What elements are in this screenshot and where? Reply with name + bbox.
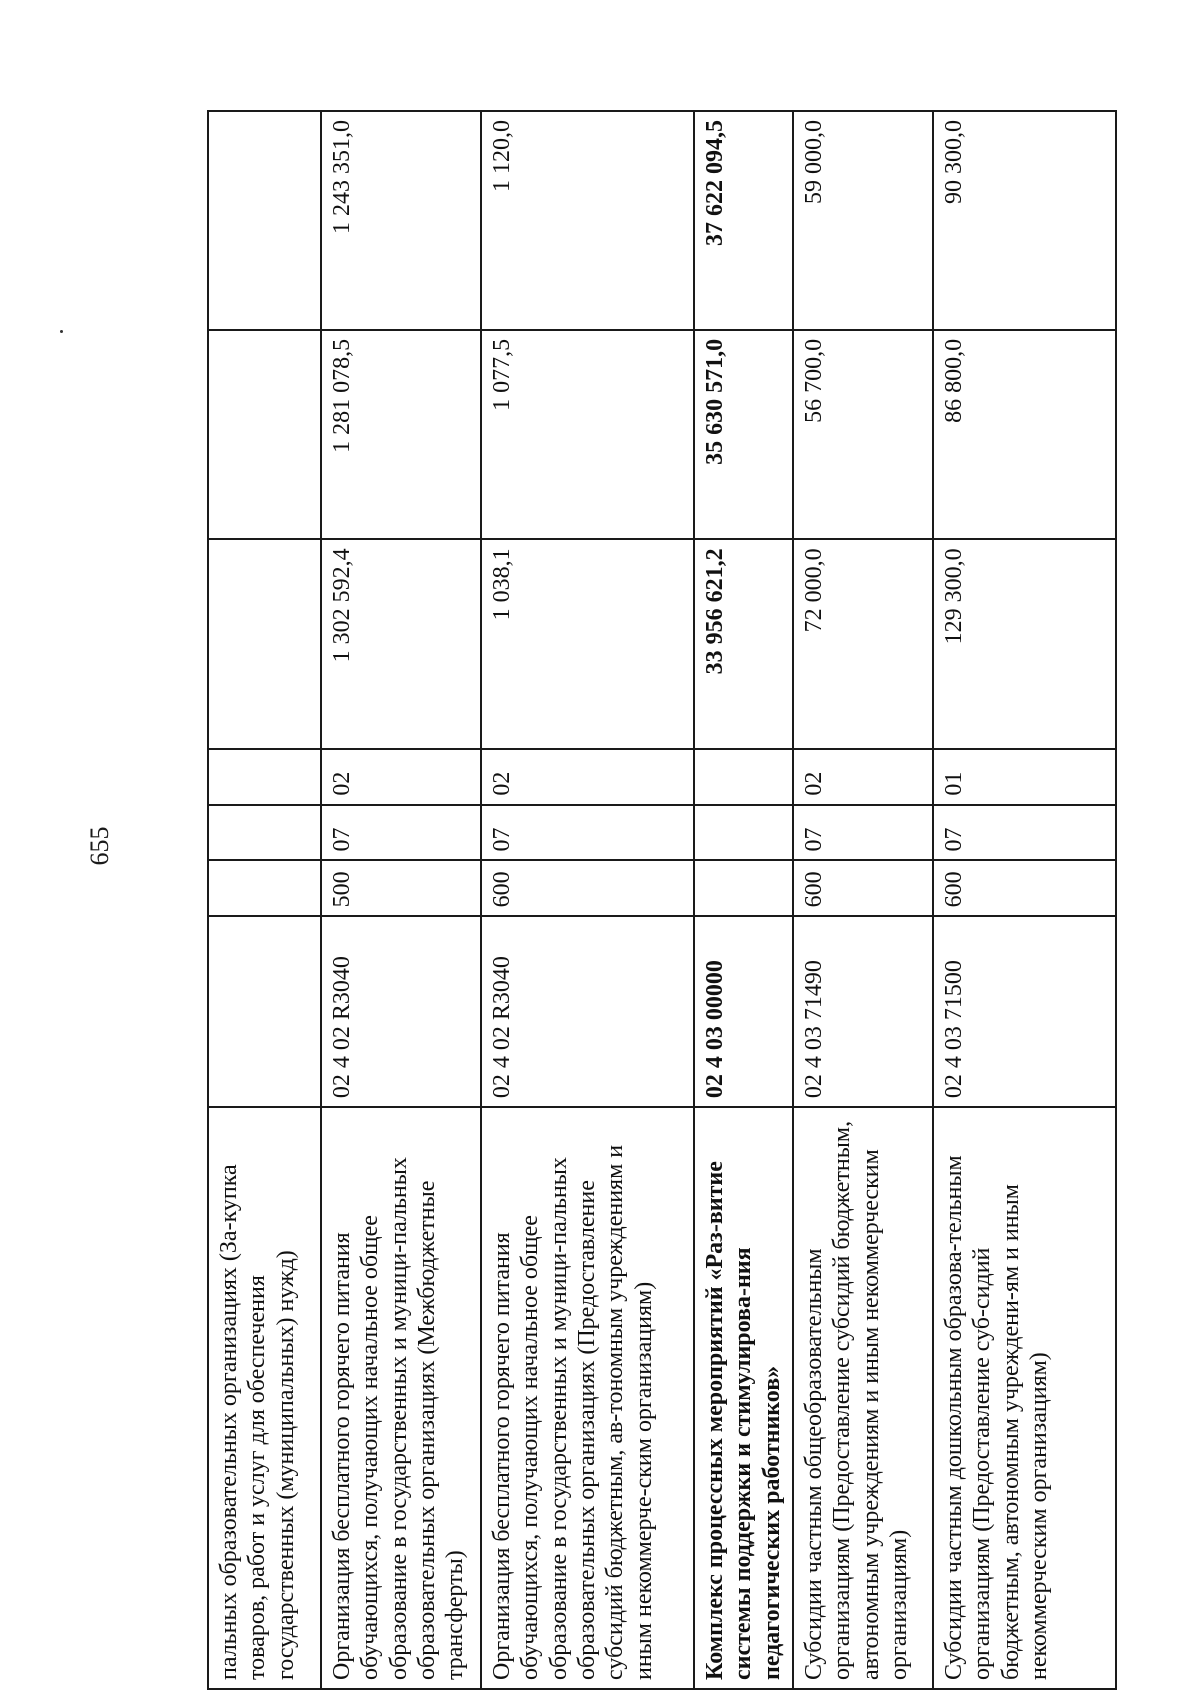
amount-year-3: 90 300,0: [933, 111, 1116, 330]
expense-type-code: [208, 860, 321, 916]
amount-year-3: 37 622 094,5: [694, 111, 793, 330]
page-number: 655: [85, 826, 114, 866]
target-article-code: 02 4 02 R3040: [481, 916, 694, 1107]
amount-year-3: 1 120,0: [481, 111, 694, 330]
section-code: 07: [793, 805, 933, 861]
row-description: Организация бесплатного горячего питания обучающихся, получающих начальное общее образование в государственных и муници-пальных образовательных организациях (Межбюджетные трансферты): [321, 1107, 481, 1689]
section-code: 07: [481, 805, 694, 861]
amount-year-1: [208, 539, 321, 748]
scan-speck: [60, 330, 63, 333]
subsection-code: 02: [793, 749, 933, 805]
section-code: 07: [321, 805, 481, 861]
subsection-code: 01: [933, 749, 1116, 805]
table-row: [321, 111, 481, 1689]
budget-table-rotated: [207, 110, 1109, 1690]
expense-type-code: 600: [793, 860, 933, 916]
expense-type-code: 500: [321, 860, 481, 916]
section-code: [208, 805, 321, 861]
subsection-code: 02: [321, 749, 481, 805]
row-description: Субсидии частным общеобразовательным организациям (Предоставление субсидий бюджетным, автономным учреждениям и иным некоммерческим организациям): [793, 1107, 933, 1689]
expense-type-code: 600: [481, 860, 694, 916]
amount-year-2: 86 800,0: [933, 330, 1116, 539]
row-description: Субсидии частным дошкольным образова-тельным организациям (Предоставление суб-сидий бюджетным, автономным учреждени-ям и иным некоммерческим организациям): [933, 1107, 1116, 1689]
amount-year-1: 1 302 592,4: [321, 539, 481, 748]
row-description: Организация бесплатного горячего питания обучающихся, получающих начальное общее образование в государственных и муници-пальных образовательных организациях (Предоставление субсидий бюджетным, ав-тономным учреждениям и иным некоммерче-ским организациям): [481, 1107, 694, 1689]
expense-type-code: [694, 860, 793, 916]
amount-year-2: 56 700,0: [793, 330, 933, 539]
row-description: Комплекс процессных мероприятий «Раз-витие системы поддержки и стимулирова-ния педагогических работников»: [694, 1107, 793, 1689]
amount-year-3: [208, 111, 321, 330]
subsection-code: [208, 749, 321, 805]
expense-type-code: 600: [933, 860, 1116, 916]
amount-year-3: 59 000,0: [793, 111, 933, 330]
amount-year-2: [208, 330, 321, 539]
target-article-code: [208, 916, 321, 1107]
subsection-code: [694, 749, 793, 805]
amount-year-1: 129 300,0: [933, 539, 1116, 748]
row-description: пальных образовательных организациях (За-купка товаров, работ и услуг для обеспечения государственных (муниципальных) нужд): [208, 1107, 321, 1689]
target-article-code: 02 4 03 71490: [793, 916, 933, 1107]
amount-year-2: 1 077,5: [481, 330, 694, 539]
table-row: [793, 111, 933, 1689]
table-row: [208, 111, 321, 1689]
budget-table: [207, 110, 1117, 1690]
amount-year-2: 1 281 078,5: [321, 330, 481, 539]
target-article-code: 02 4 03 00000: [694, 916, 793, 1107]
table-row: [933, 111, 1116, 1689]
amount-year-1: 33 956 621,2: [694, 539, 793, 748]
amount-year-1: 1 038,1: [481, 539, 694, 748]
target-article-code: 02 4 03 71500: [933, 916, 1116, 1107]
amount-year-2: 35 630 571,0: [694, 330, 793, 539]
table-row: [694, 111, 793, 1689]
target-article-code: 02 4 02 R3040: [321, 916, 481, 1107]
table-row: [481, 111, 694, 1689]
section-code: 07: [933, 805, 1116, 861]
subsection-code: 02: [481, 749, 694, 805]
amount-year-3: 1 243 351,0: [321, 111, 481, 330]
amount-year-1: 72 000,0: [793, 539, 933, 748]
section-code: [694, 805, 793, 861]
